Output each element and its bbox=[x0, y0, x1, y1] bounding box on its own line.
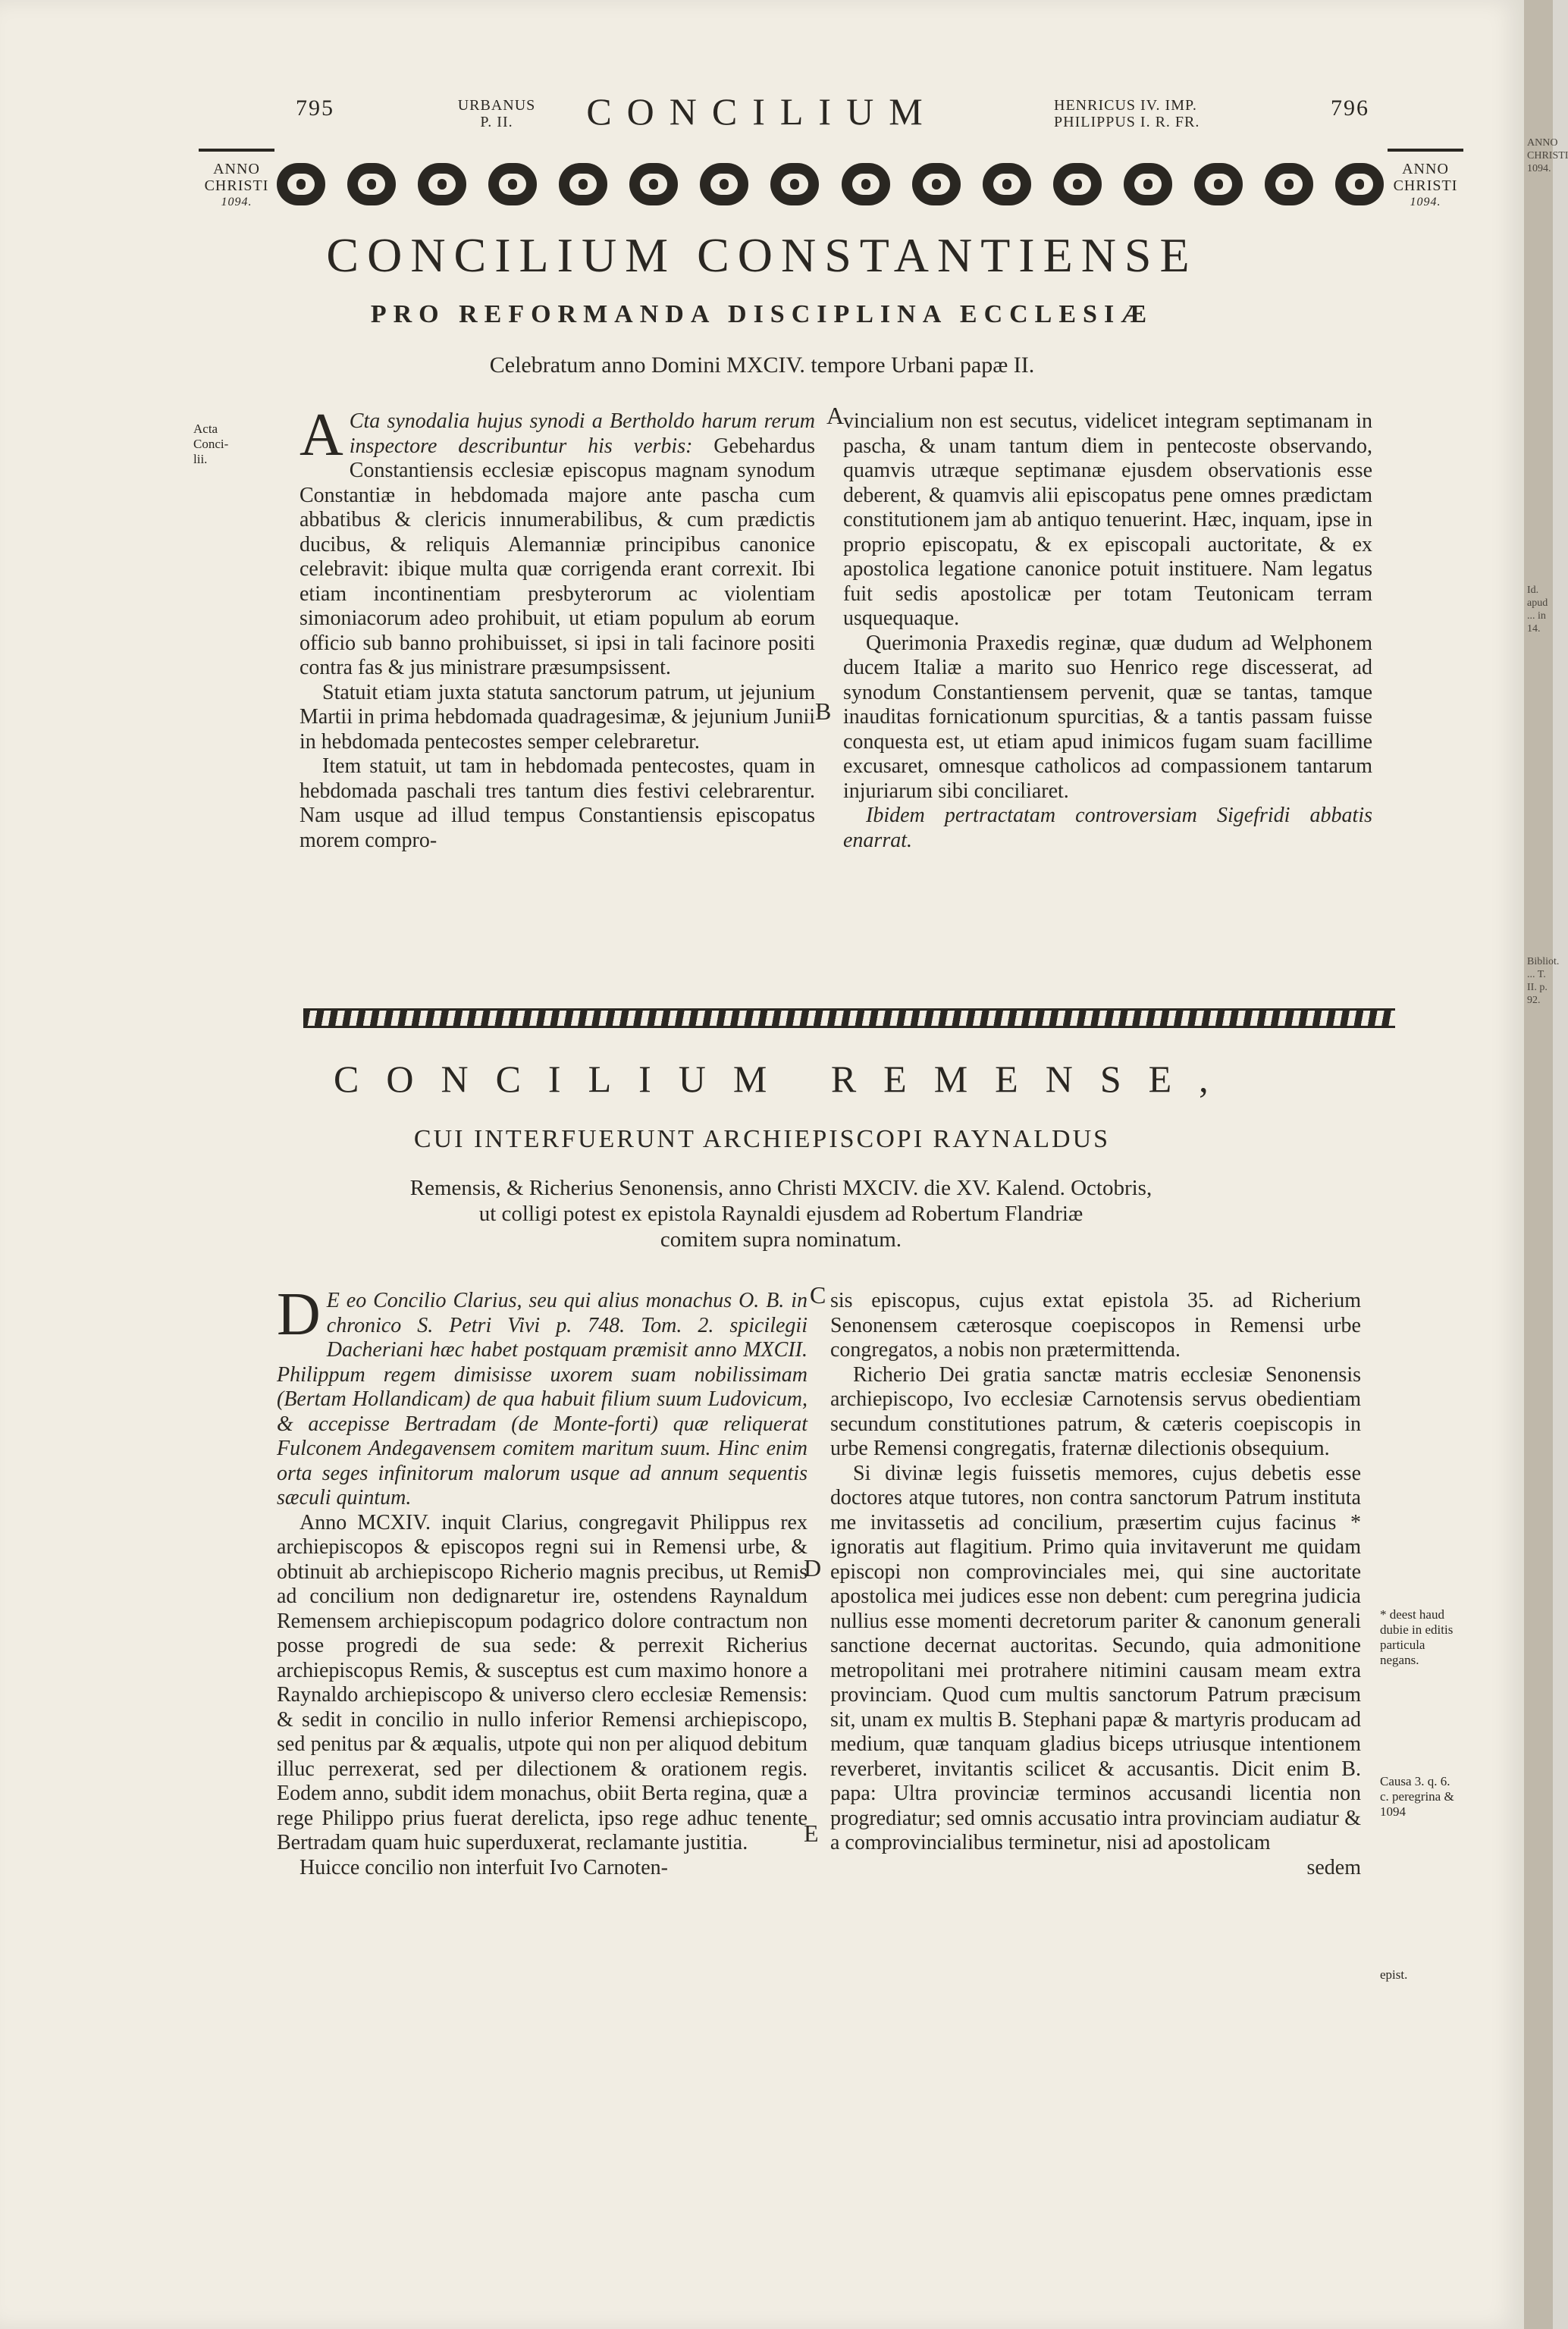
catchword: sedem bbox=[1306, 1855, 1361, 1879]
drop-cap: D bbox=[277, 1281, 321, 1348]
ornament-glyph bbox=[912, 163, 961, 205]
paragraph: Statuit etiam juxta statuta sanctorum patrum, ut jejunium Martii in prima hebdomada quadragesimæ, & jejunium Junii in hebdomada pentecostes semper celebraretur. bbox=[299, 680, 815, 754]
section-marker: D bbox=[804, 1554, 822, 1581]
pope-number: P. II. bbox=[480, 114, 513, 130]
facing-page-edge bbox=[1524, 0, 1568, 2329]
section1-title: CONCILIUM CONSTANTIENSE bbox=[326, 228, 1198, 282]
section2-right-column bbox=[830, 1289, 1361, 1880]
ornament-glyph bbox=[629, 163, 678, 205]
paragraph-italic: Ibidem pertractatam controversiam Sigefridi abbatis enarrat. bbox=[843, 804, 1372, 852]
paragraph bbox=[299, 402, 815, 681]
section1-right-column bbox=[843, 409, 1372, 853]
ornament-glyph bbox=[842, 163, 890, 205]
description-line: ut colligi potest ex epistola Raynaldi ejusdem ad Robertum Flandriæ bbox=[478, 1202, 1083, 1226]
ornament-glyph bbox=[418, 163, 466, 205]
ornament-glyph bbox=[1194, 163, 1243, 205]
ornament-glyph bbox=[700, 163, 748, 205]
margin-note-line: lii. bbox=[193, 452, 208, 466]
paragraph: vincialium non est secutus, videlicet integram septimanam in pascha, & unam tantum diem in pentecoste observando, quamvis utræque septimanæ ejusdem observationis esse deberent, & quamvis alii episcopatus pene omnes prædictam constitutionem jam ab antiquo tenuerint. Hæc, inquam, ipse in proprio episcopatu, & ex episcopali auctoritate, & ex apostolica legatione canonice potuit instituere. Nam legatus fuit sedis apostolicæ per totam Teutonicam terram usquequaque. bbox=[843, 409, 1372, 630]
ornament-glyph bbox=[559, 163, 607, 205]
paragraph-text: Gebehardus Constantiensis ecclesiæ episcopus magnam synodum Constantiæ in hebdomada majore ante pascha cum abbatibus & clericis innumerabilibus, & cum prædictis ducibus, & reliquis Alemanniæ principibus canonice celebravit: ibique multa quæ corrigenda erant correxit. Ibi etiam incontinentiam presbyterorum ac violentiam simoniacorum adeo prohibuit, ut etiam populum ab eorum officio sub banno prohibuisset, si ipsi in tali facinore positi contra fas & jus ministrare præsumpsissent. bbox=[299, 434, 815, 679]
section2-subtitle: CUI INTERFUERUNT ARCHIEPISCOPI RAYNALDUS bbox=[413, 1125, 1111, 1153]
section-marker: E bbox=[804, 1820, 819, 1847]
ornament-glyph bbox=[1335, 163, 1384, 205]
section2-title: CONCILIUM REMENSE, bbox=[334, 1058, 1236, 1100]
margin-note-deest: * deest haud dubie in editis particula negans. bbox=[1380, 1607, 1454, 1667]
year-label: 1094. bbox=[221, 196, 252, 208]
section2-description bbox=[303, 1175, 1259, 1252]
margin-note-acta bbox=[193, 422, 254, 467]
italic-intro: Cta synodalia hujus synodi a Bertholdo harum rerum inspectore describuntur his verbis: bbox=[349, 409, 815, 458]
anno-christi-right bbox=[1388, 161, 1463, 211]
header-rule-right bbox=[1388, 149, 1463, 152]
paragraph bbox=[277, 1281, 808, 1511]
margin-note-causa: Causa 3. q. 6. c. peregrina & 1094 bbox=[1380, 1774, 1454, 1819]
emperor-name: HENRICUS IV. IMP. bbox=[1054, 97, 1197, 114]
pope-name: URBANUS bbox=[457, 97, 536, 114]
paragraph: Querimonia Praxedis reginæ, quæ dudum ad Welphonem ducem Italiæ a marito suo Henrico rege discesserat, ad synodum Constantiensem pervenit, quæ se tantas, tamque inauditas fornicationum spurcitias, & a tantis passam fuisse conquesta est, ut etiam apud inimicos fugam suam facillime excusaret, omnesque catholicos ad compassionem tantarum injuriarum sibi conciliaret. bbox=[843, 631, 1372, 803]
paragraph: Huicce concilio non interfuit Ivo Carnoten- bbox=[299, 1855, 668, 1879]
edge-note: Id. apud ... in 14. bbox=[1527, 585, 1548, 635]
margin-note-line: Acta Conci- bbox=[193, 422, 229, 451]
ornament-glyph bbox=[488, 163, 537, 205]
ornament-glyph bbox=[770, 163, 819, 205]
christi-label: CHRISTI bbox=[1393, 177, 1458, 194]
king-name: PHILIPPUS I. R. FR. bbox=[1054, 114, 1200, 130]
christi-label: CHRISTI bbox=[204, 177, 269, 194]
year-label: 1094. bbox=[1410, 196, 1441, 208]
paragraph: Anno MCXIV. inquit Clarius, congregavit Philippus rex archiepiscopos & episcopos regni sui in Remensi urbe, & obtinuit ab archiepiscopo Richerio magnis precibus, ut Remis ad concilium non dedignaretur ire, ostendens Raynaldum Remensem archiepiscopum podagrico dolore contractum non posse progredi de sua sede: & perrexit Richerius archiepiscopus Remis, & susceptus est cum maximo honore a Raynaldo archiepiscopo & universo clero ecclesiæ Remensis: & sedit in concilio in nullo inferior Remensi archiepiscopo, sed penitus par & æqualis, utpote qui non per aliquod debitum illuc perrexerat, sed per dilectionem & orationem regis. Eodem anno, subdit idem monachus, obiit Berta regina, quæ a rege Philippo prius fuerat derelicta, ipso rege adhuc tenente Bertradam quam huic superduxerat, reclamante justitia. bbox=[277, 1510, 808, 1854]
ruler-heading bbox=[1054, 97, 1281, 130]
margin-note-epist: epist. bbox=[1380, 1967, 1408, 1982]
header-rule-left bbox=[199, 149, 274, 152]
paragraph: Item statuit, ut tam in hebdomada pentecostes, quam in hebdomada paschali tres tantum dies festivi celebrarentur. Nam usque ad illud tempus Constantiensis episcopatus morem compro- bbox=[299, 754, 815, 852]
anno-christi-left bbox=[199, 161, 274, 211]
drop-cap: A bbox=[299, 402, 343, 469]
ornament-glyph bbox=[1124, 163, 1172, 205]
description-line: comitem supra nominatum. bbox=[660, 1227, 902, 1252]
ornament-glyph bbox=[983, 163, 1031, 205]
anno-label: ANNO bbox=[213, 161, 260, 177]
left-page-number: 795 bbox=[296, 96, 334, 121]
section1-celebration: Celebratum anno Domini MXCIV. tempore Urbani papæ II. bbox=[489, 353, 1035, 378]
paragraph: Si divinæ legis fuissetis memores, cujus debetis esse doctores atque tutores, non contra sanctorum Patrum instituta me invitassetis ad concilium, præsertim cujus facinus * ignoratis aut flagitium. Primo quia invitaverunt me quidam episcopi non comprovinciales mei, qui sine auctoritate apostolica mei judices esse non debent: cum peregrina judicia nullius esse momenti decretorum pariter & canonum generali sanctione decernat auctoritas. Secundo, quia admonitione metropolitani mei protrahere nitimini causam meam extra provinciam. Quod cum multis sanctorum Patrum præcisum sit, unam ex multis B. Stephani papæ & martyris producam ad medium, quæ tanquam gladius biceps utriusque intentionem reverberet, invitantis scilicet & accusantis. Dicit enim B. papa: Ultra provinciæ terminos accusandi licentia non progrediatur; sed omnis accusatio intra provinciam audiatur & a comprovincialibus terminetur, nisi ad apostolicam bbox=[830, 1461, 1361, 1854]
paragraph: sis episcopus, cujus extat epistola 35. ad Richerium Senonensem cæterosque coepiscopos in Remensi urbe congregatos, a nobis non prætermittenda. bbox=[830, 1289, 1361, 1362]
ornament-glyph bbox=[1265, 163, 1313, 205]
ornament-glyph bbox=[347, 163, 396, 205]
section1-left-column bbox=[299, 402, 815, 853]
description-line: Remensis, & Richerius Senonensis, anno Christi MXCIV. die XV. Kalend. Octobris, bbox=[409, 1176, 1152, 1200]
edge-note: ANNO CHRISTI 1094. bbox=[1527, 137, 1568, 174]
section-marker: B bbox=[815, 697, 832, 725]
ornament-band bbox=[277, 159, 1384, 209]
section2-left-column bbox=[277, 1281, 808, 1880]
right-page-number: 796 bbox=[1331, 96, 1369, 121]
ornamental-divider bbox=[303, 1008, 1395, 1028]
section1-subtitle: PRO REFORMANDA DISCIPLINA ECCLESIÆ bbox=[370, 300, 1154, 328]
ornament-glyph bbox=[1053, 163, 1102, 205]
ornament-glyph bbox=[277, 163, 325, 205]
italic-intro: E eo Concilio Clarius, seu qui alius monachus O. B. in chronico S. Petri Vivi p. 748. Tom. 2. spicilegii Dacheriani hæc habet postquam præmisit anno MXCII. Philippum regem dimisisse uxorem suam nobilissimam (Bertam Hollandicam) de qua habuit filium suum Ludovicum, & accepisse Bertradam (de Monte-forti) quæ reliquerat Fulconem Andegavensem comitem maritum suum. Hinc enim orta seges infinitorum malorum usque ad annum sequentis sæculi quintum. bbox=[277, 1289, 808, 1509]
paragraph: Richerio Dei gratia sanctæ matris ecclesiæ Senonensis archiepiscopo, Ivo ecclesiæ Carnotensis servus obedientiam secundum constitutiones patrum, & cæteris coepiscopis in urbe Remensi congregatis, fraternæ dilectionis obsequium. bbox=[830, 1362, 1361, 1460]
section-marker: C bbox=[810, 1281, 826, 1309]
section-marker: A bbox=[826, 402, 845, 429]
edge-note: Bibliot. ... T. II. p. 92. bbox=[1527, 956, 1560, 1006]
running-title: CONCILIUM bbox=[586, 90, 938, 133]
anno-label: ANNO bbox=[1402, 161, 1449, 177]
